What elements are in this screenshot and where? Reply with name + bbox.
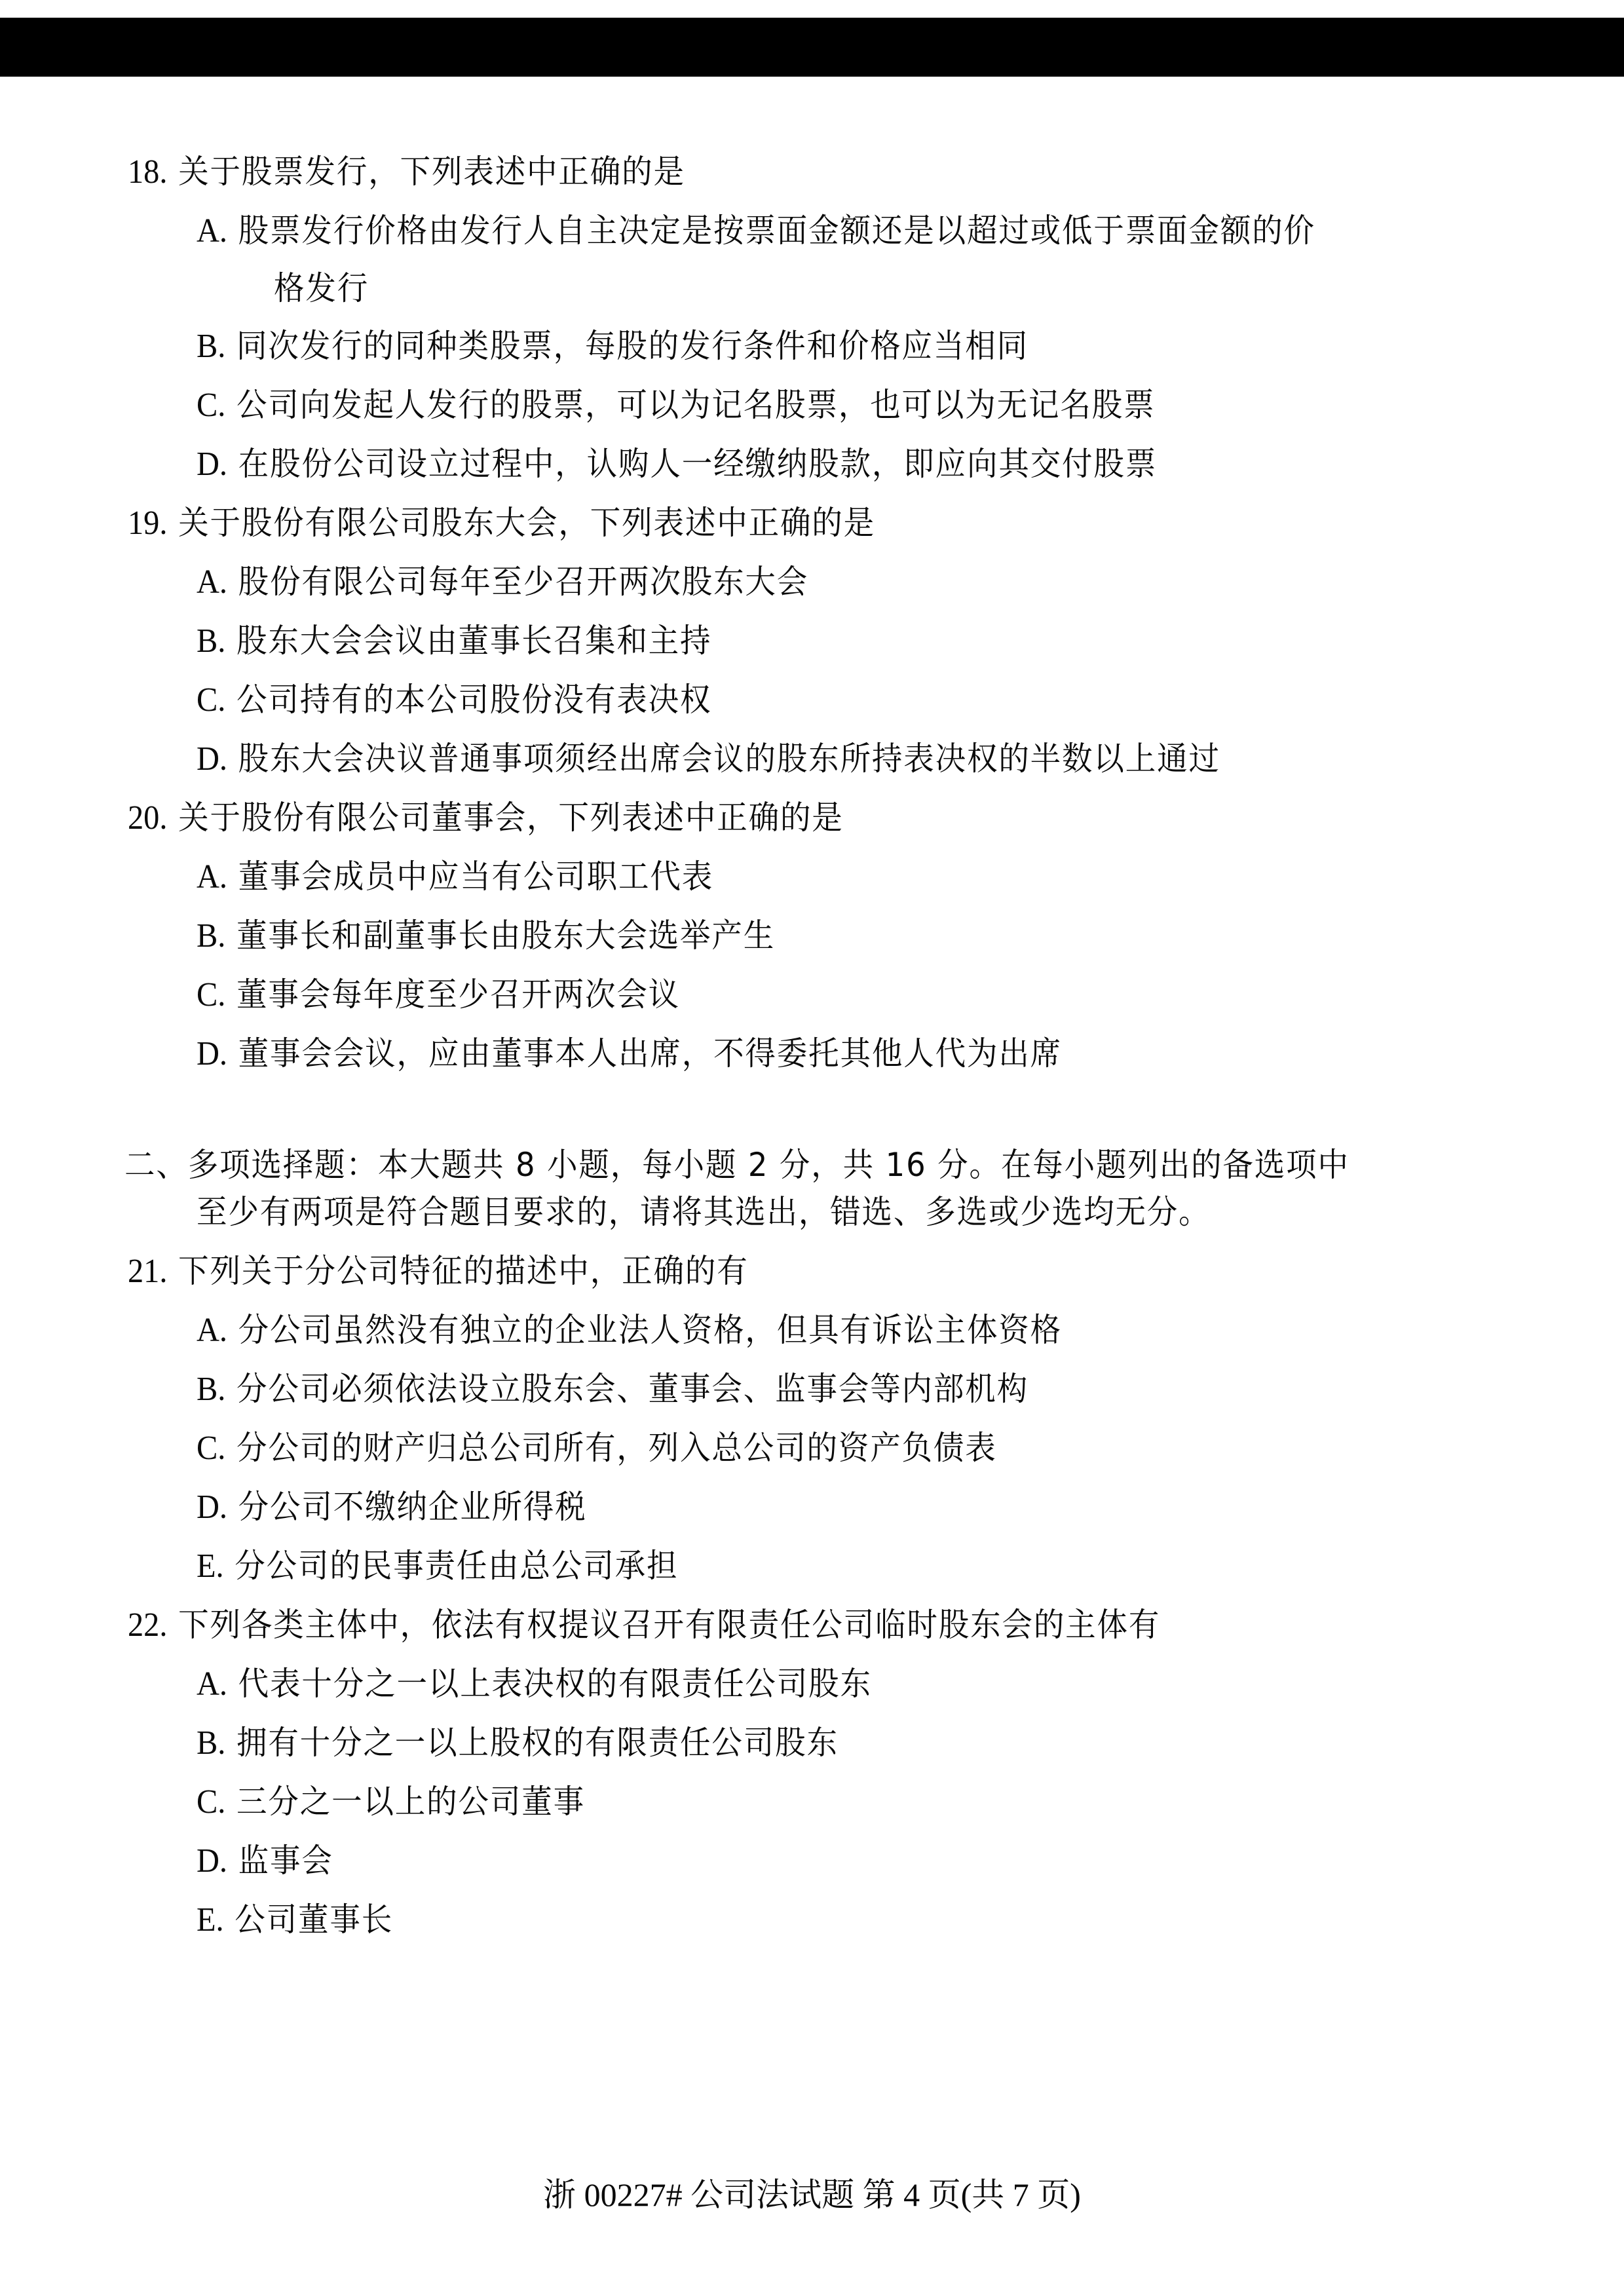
question-text: 下列各类主体中，依法有权提议召开有限责任公司临时股东会的主体有 [178, 1606, 1161, 1644]
question-19-option-c [197, 680, 711, 720]
option-letter: C. [197, 1430, 226, 1467]
option-letter: B. [197, 1724, 226, 1762]
question-20-option-b [197, 916, 775, 956]
question-22-option-e [197, 1900, 393, 1940]
question-21-option-a [197, 1310, 1062, 1350]
page-footer: 浙 00227# 公司法试题 第 4 页(共 7 页) [543, 2176, 1081, 2213]
option-letter: C. [197, 976, 226, 1014]
question-21-option-d [197, 1487, 587, 1527]
option-text: 分公司的财产归总公司所有，列入总公司的资产负债表 [236, 1429, 997, 1467]
question-18-option-c [197, 385, 1155, 425]
option-letter: B. [197, 917, 226, 955]
option-text: 股东大会决议普通事项须经出席会议的股东所持表决权的半数以上通过 [238, 740, 1220, 778]
option-letter: A. [197, 858, 228, 896]
option-letter: B. [197, 1371, 226, 1408]
question-text: 下列关于分公司特征的描述中，正确的有 [178, 1252, 749, 1290]
option-text: 拥有十分之一以上股权的有限责任公司股东 [236, 1724, 839, 1762]
question-18-option-a [197, 211, 1315, 251]
option-text: 董事会每年度至少召开两次会议 [236, 976, 681, 1014]
question-18-stem [128, 152, 685, 192]
option-text: 同次发行的同种类股票，每股的发行条件和价格应当相同 [236, 327, 1029, 365]
question-21-stem [128, 1251, 749, 1291]
option-text: 代表十分之一以上表决权的有限责任公司股东 [238, 1665, 872, 1703]
option-letter: A. [197, 1665, 228, 1703]
section-two-heading-continuation: 至少有两项是符合题目要求的，请将其选出，错选、多选或少选均无分。 [197, 1193, 1211, 1231]
question-20-option-c [197, 975, 680, 1015]
question-21-option-b [197, 1369, 1029, 1409]
option-letter: A. [197, 212, 228, 250]
question-22-option-c [197, 1782, 585, 1822]
option-letter: A. [197, 1312, 228, 1349]
question-text: 关于股票发行，下列表述中正确的是 [178, 153, 685, 191]
question-number: 22. [128, 1606, 168, 1644]
question-22-option-b [197, 1723, 839, 1763]
option-letter: D. [197, 1488, 228, 1526]
option-text: 分公司虽然没有独立的企业法人资格，但具有诉讼主体资格 [238, 1311, 1063, 1349]
option-text: 董事会成员中应当有公司职工代表 [238, 858, 714, 896]
question-21-option-e [197, 1546, 678, 1586]
question-22-option-a [197, 1664, 872, 1704]
scan-header-bar [0, 18, 1624, 77]
option-text: 董事会会议，应由董事本人出席，不得委托其他人代为出席 [238, 1034, 1063, 1072]
option-text: 董事长和副董事长由股东大会选举产生 [236, 917, 776, 955]
option-letter: A. [197, 563, 228, 601]
option-letter: E. [197, 1901, 224, 1939]
option-text: 股份有限公司每年至少召开两次股东大会 [238, 563, 809, 601]
option-letter: E. [197, 1547, 224, 1585]
option-letter: C. [197, 681, 226, 719]
question-19-stem [128, 503, 875, 543]
question-19-option-b [197, 621, 711, 661]
question-number: 19. [128, 504, 168, 542]
option-text: 公司董事长 [235, 1901, 394, 1939]
option-letter: C. [197, 387, 226, 424]
option-text: 公司持有的本公司股份没有表决权 [236, 681, 712, 719]
question-text: 关于股份有限公司股东大会，下列表述中正确的是 [178, 504, 876, 542]
question-number: 20. [128, 799, 168, 837]
question-22-stem [128, 1605, 1160, 1645]
option-letter: D. [197, 1035, 228, 1072]
option-text: 分公司必须依法设立股东会、董事会、监事会等内部机构 [236, 1370, 1029, 1408]
option-letter: D. [197, 740, 228, 778]
option-text: 股东大会会议由董事长召集和主持 [236, 622, 712, 660]
option-text: 监事会 [238, 1842, 333, 1880]
question-20-stem [128, 798, 844, 838]
option-text: 股票发行价格由发行人自主决定是按票面金额还是以超过或低于票面金额的价 [238, 212, 1315, 250]
option-text: 分公司的民事责任由总公司承担 [235, 1547, 679, 1585]
question-20-option-d [197, 1034, 1062, 1074]
option-text: 分公司不缴纳企业所得税 [238, 1488, 587, 1526]
option-text: 三分之一以上的公司董事 [236, 1783, 585, 1821]
question-number: 21. [128, 1253, 168, 1290]
section-two-heading: 二、多项选择题：本大题共 8 小题，每小题 2 分，共 16 分。在每小题列出的备选项中 [124, 1146, 1350, 1184]
question-text: 关于股份有限公司董事会，下列表述中正确的是 [178, 799, 844, 837]
question-number: 18. [128, 153, 168, 191]
question-18-option-d [197, 444, 1157, 484]
option-letter: C. [197, 1783, 226, 1821]
option-letter: D. [197, 445, 228, 483]
question-22-option-d [197, 1841, 333, 1881]
option-letter: B. [197, 328, 226, 365]
question-20-option-a [197, 857, 713, 897]
question-18-option-a-continuation: 格发行 [274, 269, 369, 307]
question-19-option-a [197, 562, 808, 602]
option-letter: B. [197, 622, 226, 660]
option-text: 公司向发起人发行的股票，可以为记名股票，也可以为无记名股票 [236, 386, 1156, 424]
question-21-option-c [197, 1428, 997, 1468]
option-text: 在股份公司设立过程中，认购人一经缴纳股款，即应向其交付股票 [238, 445, 1158, 483]
question-19-option-d [197, 739, 1220, 779]
option-letter: D. [197, 1842, 228, 1880]
question-18-option-b [197, 326, 1029, 366]
